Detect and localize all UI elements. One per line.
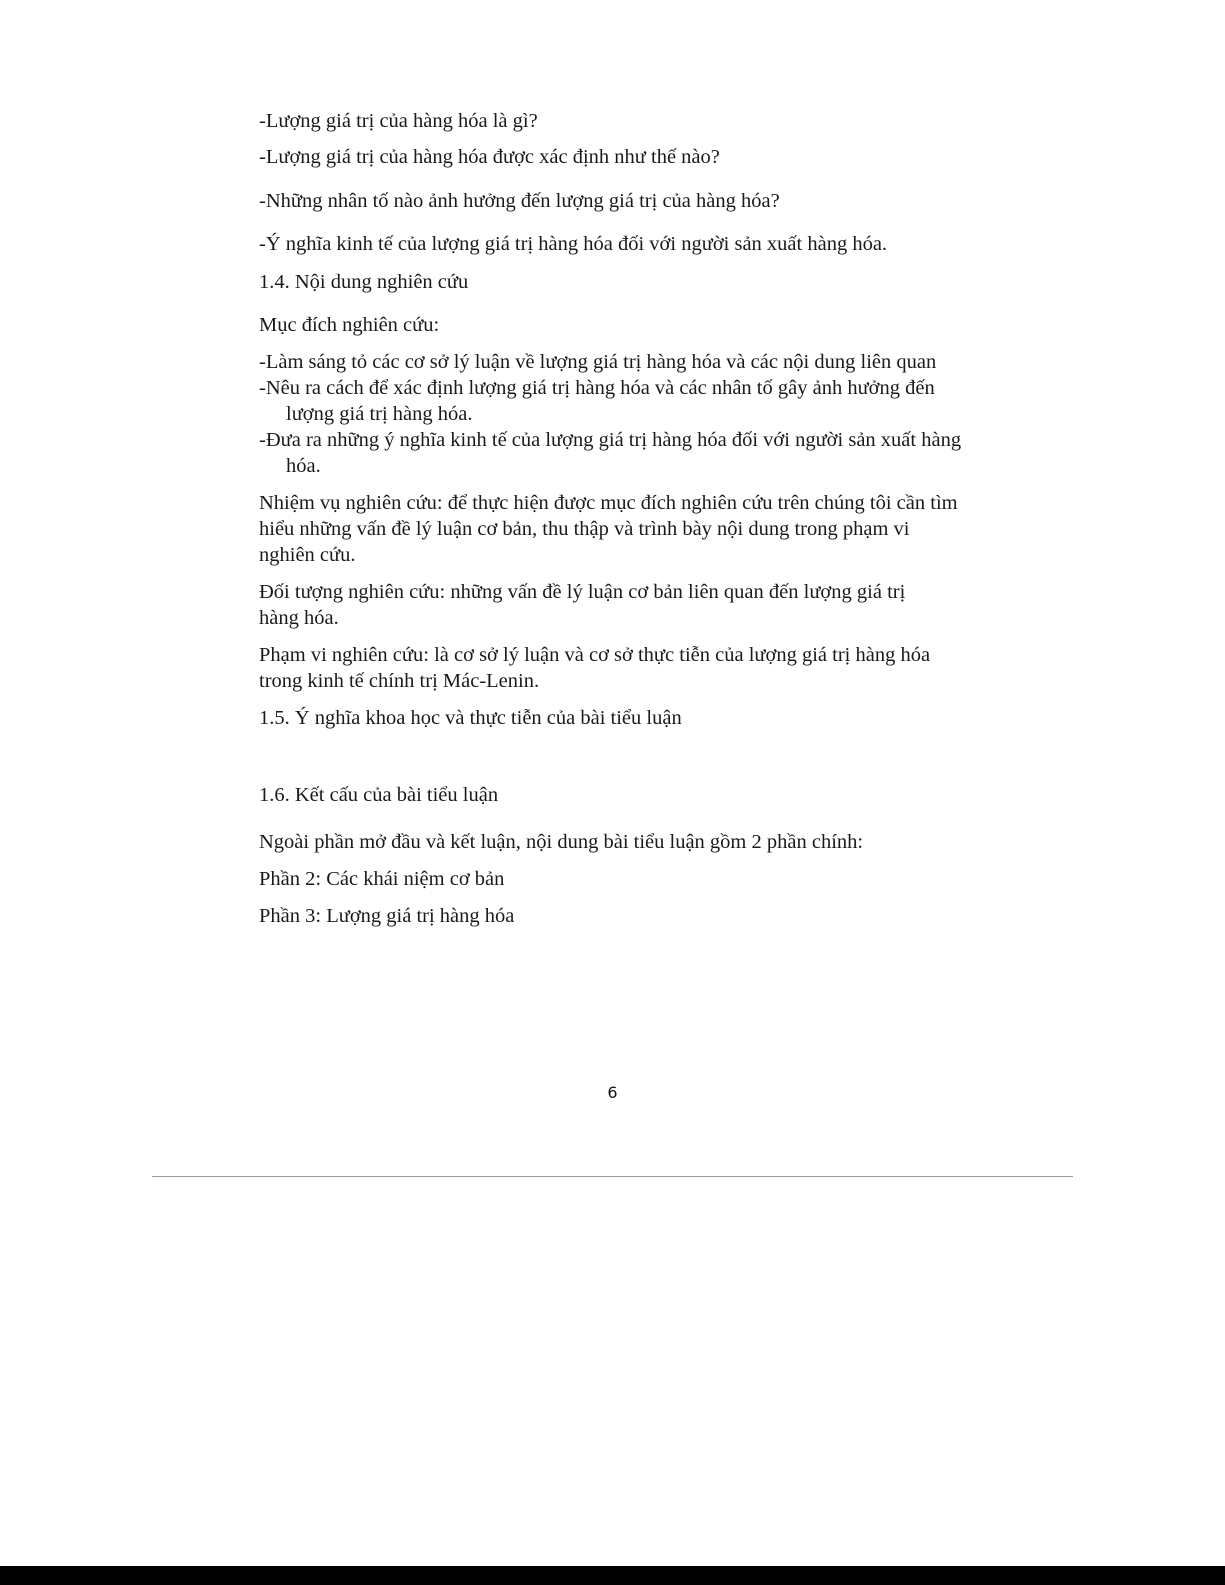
tasks-paragraph: Nhiệm vụ nghiên cứu: để thực hiện được mục đích nghiên cứu trên chúng tôi cần tìm hiểu những vấn đề lý luận cơ bản, thu thập và trình bày nội dung trong phạm vi nghiên cứu. — [259, 492, 958, 566]
purpose-label: Mục đích nghiên cứu: — [259, 314, 440, 336]
section-heading-1-6: 1.6. Kết cấu của bài tiểu luận — [259, 784, 499, 806]
question-3: -Những nhân tố nào ảnh hưởng đến lượng giá trị của hàng hóa? — [259, 190, 780, 212]
question-4: -Ý nghĩa kinh tế của lượng giá trị hàng hóa đối với người sản xuất hàng hóa. — [259, 233, 888, 255]
section-heading-1-5: 1.5. Ý nghĩa khoa học và thực tiễn của bài tiểu luận — [259, 707, 682, 729]
page-separator — [152, 1176, 1073, 1177]
part-3: Phần 3: Lượng giá trị hàng hóa — [259, 905, 515, 927]
part-2: Phần 2: Các khái niệm cơ bản — [259, 868, 505, 890]
scope-paragraph: Phạm vi nghiên cứu: là cơ sở lý luận và cơ sở thực tiễn của lượng giá trị hàng hóa trong kinh tế chính trị Mác-Lenin. — [259, 644, 931, 692]
purpose-item-2: -Nêu ra cách để xác định lượng giá trị hàng hóa và các nhân tố gây ảnh hưởng đến lượng giá trị hàng hóa. — [259, 377, 935, 425]
purpose-item-3: -Đưa ra những ý nghĩa kinh tế của lượng giá trị hàng hóa đối với người sản xuất hàng hóa. — [259, 429, 962, 477]
question-2: -Lượng giá trị của hàng hóa được xác định như thế nào? — [259, 146, 720, 168]
bottom-bar — [0, 1566, 1225, 1585]
object-paragraph: Đối tượng nghiên cứu: những vấn đề lý luận cơ bản liên quan đến lượng giá trị hàng hóa. — [259, 581, 906, 629]
page-number: 6 — [607, 1083, 618, 1102]
page-content — [259, 104, 969, 929]
purpose-item-1: -Làm sáng tỏ các cơ sở lý luận về lượng giá trị hàng hóa và các nội dung liên quan — [259, 351, 937, 373]
structure-intro: Ngoài phần mở đầu và kết luận, nội dung bài tiểu luận gồm 2 phần chính: — [259, 831, 864, 853]
question-1: -Lượng giá trị của hàng hóa là gì? — [259, 110, 538, 132]
section-heading-1-4: 1.4. Nội dung nghiên cứu — [259, 271, 469, 293]
